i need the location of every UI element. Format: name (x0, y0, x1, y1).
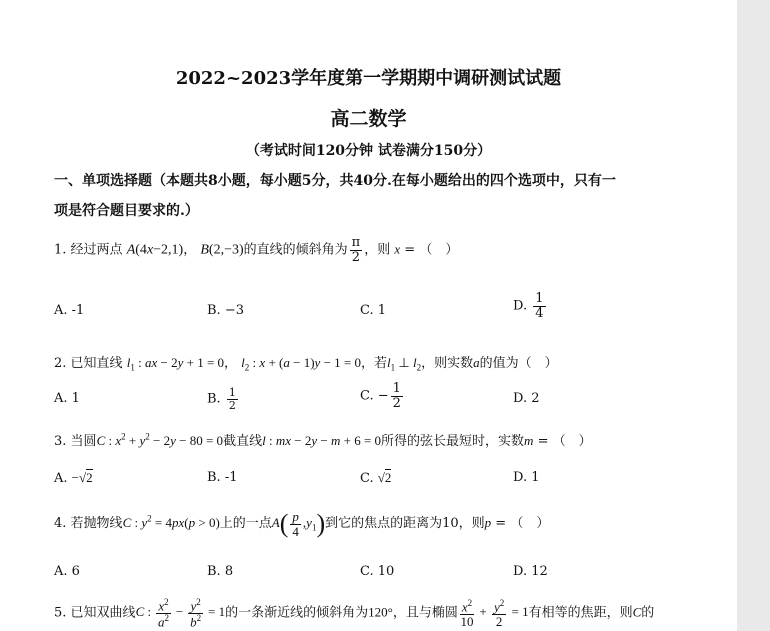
math-ellipse: $\frac{x^2}{10}$ + $\frac{y^2}{2}$ = 1 (460, 597, 529, 629)
option-b: B. $\frac{1}{2}$ (207, 386, 236, 412)
option-a: A. 1 (54, 391, 80, 406)
math-line: l : mx − 2y − m + 6 = 0 (262, 433, 382, 448)
question-number: 3. (54, 434, 67, 449)
math-point-a: A(4x−2,1) (126, 242, 184, 258)
question-text: 已知双曲线 (70, 605, 136, 621)
option-d: D. $\frac{1}{4}$ (513, 291, 544, 321)
question-paren: （ ） (552, 434, 592, 449)
option-c: C. 10 (360, 564, 395, 579)
math-fraction: $\frac{1}{4}$ (535, 291, 544, 321)
option-d: D. 1 (513, 470, 540, 485)
question-number: 5. (54, 605, 67, 621)
question-paren: 的值为（ ） (479, 356, 558, 371)
question-text: 的直线的倾斜角为 (243, 242, 348, 258)
question-text: 到它的焦点的距离为10，则 (325, 516, 485, 532)
question-text: ，则实数 (421, 356, 474, 371)
option-a: A. 6 (54, 564, 80, 579)
math-line-l1: $l_1$ : ax − 2y + 1 = 0 (126, 355, 225, 373)
option-c: C. − $\frac{1}{2}$ (360, 381, 401, 411)
math-line-l2: $l_2$ : x + (a − 1)y − 1 = 0 (241, 355, 361, 373)
option-c: C. 1 (360, 303, 387, 318)
question-2: 2. 已知直线 $l_1$ : ax − 2y + 1 = 0， $l_2$ : x + (a − 1)y − 1 = 0，若$l_1$ ⊥ $l_2$，则实数a的值为（ ） (54, 355, 558, 373)
question-text: 截直线 (223, 434, 263, 449)
math-point-b: B(2,−3) (200, 242, 244, 258)
question-text: ，且与椭圆 (392, 605, 458, 621)
option-c: C. √2 (360, 470, 392, 486)
option-a: A. -1 (54, 303, 85, 318)
math-circle: C : $x^2 + y^2 - 2y - 80 = 0$ (96, 431, 224, 448)
section-heading-cont: 项是符合题目要求的.） (54, 203, 199, 219)
scroll-gutter[interactable] (737, 0, 770, 631)
question-text: 已知直线 (70, 356, 123, 371)
question-text: 当圆 (70, 434, 97, 449)
option-d: D. 2 (513, 391, 540, 406)
exam-info: （考试时间120分钟 试卷满分150分） (245, 143, 492, 159)
math-hyperbola: C : $\frac{x^2}{a^2}$ − $\frac{y^2}{b^2}$ = 1 (135, 597, 226, 630)
math-fraction: $\frac{1}{2}$ (392, 381, 401, 411)
question-text: 的一条渐近线的倾斜角为 (225, 605, 369, 621)
page-title: 2022~2023学年度第一学期期中调研测试试题 (175, 68, 562, 89)
option-b: B. 8 (207, 564, 234, 579)
math-parabola: C : $y^2 = 4px(p > 0)$ (122, 513, 220, 531)
question-number: 2. (54, 356, 67, 371)
math-fraction: $\frac{1}{2}$ (228, 386, 236, 412)
option-b: B. −3 (207, 303, 244, 318)
question-1: 1. 经过两点 A(4x−2,1)， B(2,−3)的直线的倾斜角为 $\frac{\pi}{2}$ ，则 x = （ ） (54, 235, 459, 265)
section-heading: 一、单项选择题（本题共8小题，每小题5分，共40分.在每小题给出的四个选项中，只有一 (54, 173, 616, 189)
question-paren: （ ） (510, 516, 550, 532)
option-b: B. -1 (207, 470, 238, 485)
question-text: 所得的弦长最短时，实数 (381, 434, 525, 449)
question-text: ，若 (361, 356, 388, 371)
question-text: ，则 (364, 242, 391, 258)
question-5: 5. 已知双曲线C : $\frac{x^2}{a^2}$ − $\frac{y^2}{b^2}$ = 1的一条渐近线的倾斜角为120°，且与椭圆 $\frac{x^2}{10}$ + $\frac{y^2}{2}$ = 1有相等的焦距，则C的 (54, 597, 655, 630)
option-d: D. 12 (513, 564, 548, 579)
question-text: 有相等的焦距，则 (528, 605, 633, 621)
question-4: 4. 若抛物线C : $y^2 = 4px(p > 0)$上的一点A( $\frac{p}{4}$ $,y_1$)到它的焦点的距离为10，则p = （ ） (54, 509, 550, 539)
page-subtitle: 高二数学 (330, 108, 407, 130)
question-text: 经过两点 (70, 242, 123, 258)
math-fraction: $\frac{\pi}{2}$ (351, 235, 361, 265)
question-number: 4. (54, 516, 67, 532)
question-text: 上的一点 (219, 516, 272, 532)
math-point: A( $\frac{p}{4}$ $,y_1$) (271, 509, 326, 539)
option-a: A. −√2 (54, 470, 93, 486)
question-text: 若抛物线 (70, 516, 123, 532)
question-paren: （ ） (419, 242, 459, 258)
question-3: 3. 当圆C : $x^2 + y^2 - 2y - 80 = 0$截直线l : mx − 2y − m + 6 = 0所得的弦长最短时，实数m = （ ） (54, 431, 592, 449)
question-number: 1. (54, 242, 67, 258)
